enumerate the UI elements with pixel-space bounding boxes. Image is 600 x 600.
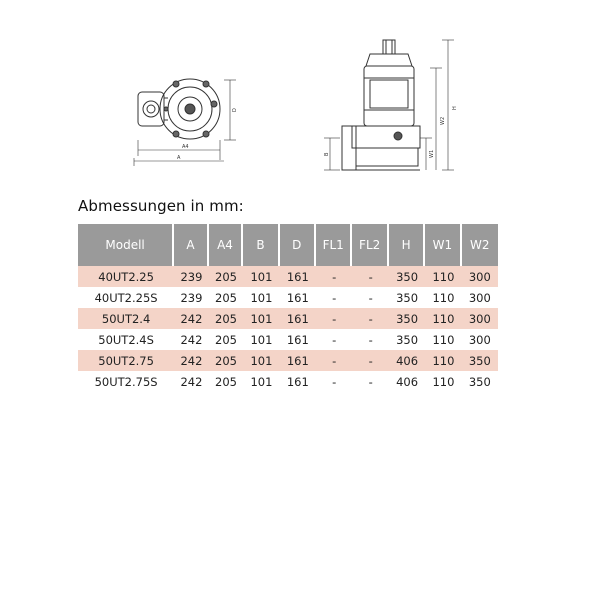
pump-top-view-drawing (134, 79, 236, 166)
value-cell-d: 161 (280, 308, 316, 329)
model-cell: 50UT2.4S (98, 332, 154, 347)
pump-technical-drawings (0, 0, 600, 200)
value-cell-w2: 350 (462, 350, 498, 371)
value-cell-fl1: - (332, 290, 337, 305)
value-cell-w1: 110 (432, 374, 455, 389)
dimensions-heading: Abmessungen in mm: (78, 197, 244, 215)
value-cell-d: 161 (280, 266, 316, 287)
value-cell-fl1: - (332, 374, 337, 389)
value-cell-h: 350 (396, 290, 419, 305)
value-cell-fl1: - (316, 266, 352, 287)
value-cell-a: 242 (174, 308, 209, 329)
header-cell-d: D (280, 224, 316, 266)
header-cell-modell: Modell (78, 224, 174, 266)
header-cell-a: A (174, 224, 209, 266)
header-cell-b: B (243, 224, 279, 266)
table-row (78, 350, 498, 371)
value-cell-a: 242 (180, 332, 203, 347)
value-cell-h: 350 (389, 308, 425, 329)
header-cell-fl1: FL1 (316, 224, 352, 266)
value-cell-fl2: - (352, 308, 388, 329)
value-cell-b: 101 (243, 266, 279, 287)
value-cell-h: 406 (389, 350, 425, 371)
value-cell-a: 242 (174, 350, 209, 371)
header-cell-w1: W1 (425, 224, 461, 266)
value-cell-w2: 350 (468, 374, 491, 389)
table-row (78, 371, 498, 392)
value-cell-a: 239 (180, 290, 203, 305)
header-cell-fl2: FL2 (352, 224, 388, 266)
value-cell-fl1: - (316, 350, 352, 371)
value-cell-d: 161 (286, 332, 309, 347)
value-cell-w1: 110 (425, 308, 461, 329)
value-cell-b: 101 (243, 308, 279, 329)
table-row (78, 329, 498, 350)
value-cell-a4: 205 (209, 308, 244, 329)
model-cell: 40UT2.25 (78, 266, 174, 287)
value-cell-b: 101 (250, 374, 273, 389)
model-cell: 50UT2.75S (94, 374, 158, 389)
value-cell-fl2: - (352, 350, 388, 371)
value-cell-h: 350 (396, 332, 419, 347)
label-d: D (232, 108, 238, 112)
value-cell-h: 350 (389, 266, 425, 287)
value-cell-a: 239 (174, 266, 209, 287)
label-a: A (177, 155, 181, 161)
value-cell-fl2: - (368, 374, 373, 389)
value-cell-d: 161 (280, 350, 316, 371)
value-cell-a: 242 (180, 374, 203, 389)
value-cell-w1: 110 (425, 350, 461, 371)
table-row (78, 266, 498, 287)
label-b: B (324, 152, 330, 156)
value-cell-fl2: - (352, 266, 388, 287)
value-cell-fl2: - (368, 290, 373, 305)
value-cell-a4: 205 (215, 290, 237, 305)
value-cell-h: 406 (396, 374, 419, 389)
value-cell-fl1: - (316, 308, 352, 329)
label-a4: A4 (182, 144, 189, 150)
value-cell-a4: 205 (215, 374, 237, 389)
table-body (78, 266, 498, 392)
value-cell-b: 101 (250, 332, 273, 347)
table-header-row (78, 224, 498, 266)
table-row (78, 287, 498, 308)
header-cell-w2: W2 (462, 224, 498, 266)
value-cell-w2: 300 (462, 266, 498, 287)
value-cell-fl2: - (368, 332, 373, 347)
value-cell-w2: 300 (462, 308, 498, 329)
value-cell-fl1: - (332, 332, 337, 347)
model-cell: 40UT2.25S (94, 290, 158, 305)
model-cell: 50UT2.75 (78, 350, 174, 371)
value-cell-b: 101 (250, 290, 273, 305)
value-cell-w1: 110 (432, 290, 455, 305)
label-w2: W2 (440, 116, 446, 125)
value-cell-d: 161 (286, 290, 309, 305)
value-cell-w2: 300 (468, 332, 491, 347)
header-cell-h: H (389, 224, 425, 266)
value-cell-d: 161 (286, 374, 309, 389)
value-cell-w1: 110 (432, 332, 455, 347)
dimensions-table (78, 224, 498, 392)
table-row (78, 308, 498, 329)
value-cell-a4: 205 (215, 332, 237, 347)
label-w1: W1 (429, 149, 435, 158)
header-cell-a4: A4 (209, 224, 244, 266)
value-cell-w2: 300 (468, 290, 491, 305)
label-h: H (452, 106, 458, 110)
value-cell-a4: 205 (209, 350, 244, 371)
value-cell-a4: 205 (209, 266, 244, 287)
model-cell: 50UT2.4 (78, 308, 174, 329)
value-cell-w1: 110 (425, 266, 461, 287)
value-cell-b: 101 (243, 350, 279, 371)
